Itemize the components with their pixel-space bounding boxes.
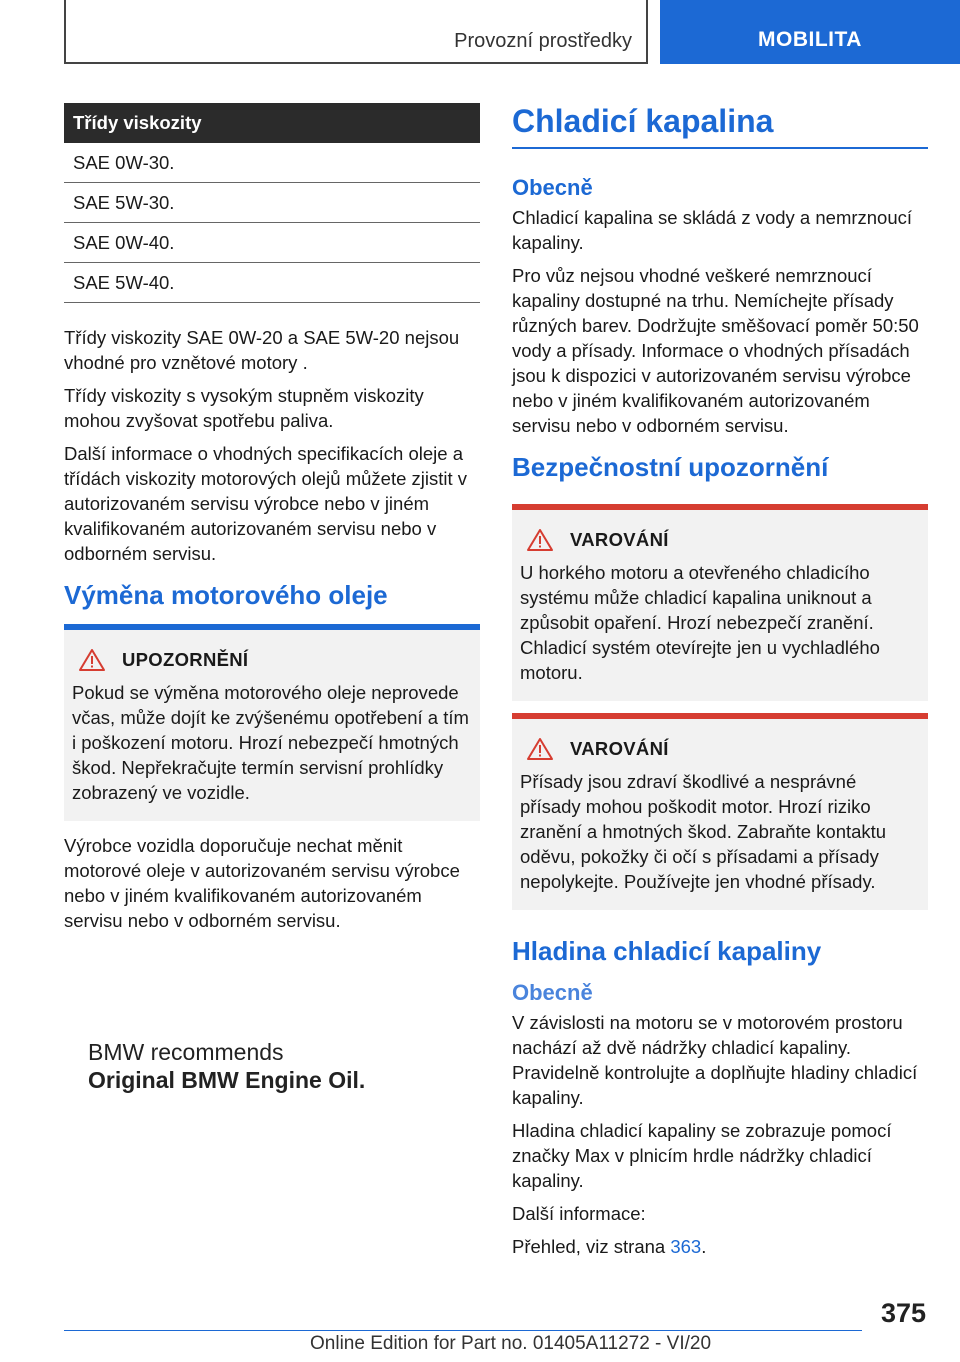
ad-line-1: BMW recommends xyxy=(88,1039,284,1065)
paragraph: Třídy viskozity SAE 0W-20 a SAE 5W-20 nejsou vhodné pro vznětové motory . xyxy=(64,327,460,373)
warning-triangle-icon xyxy=(526,528,554,552)
paragraph: Pro vůz nejsou vhodné veškeré nemrznoucí kapaliny dostupné na trhu. Nemíchejte přísady různých barev. Dodržujte směšovací poměr 50:50 vody a přísady. Informace o vhodných přísadách jsou k dispozici v autorizovaném servisu výrobce nebo v jiném kvalifikovaném autorizovaném servisu nebo v odborném servisu. xyxy=(512,265,919,436)
header-section-box xyxy=(64,0,648,64)
coolant-level-heading: Hladina chladicí kapaliny xyxy=(512,936,822,966)
header-chapter-label: MOBILITA xyxy=(758,28,862,51)
paragraph: Výrobce vozidla doporučuje nechat měnit motorové oleje v autorizovaném servisu výrobce nebo v jiném kvalifikovaném autorizovaném servisu nebo v odborném servisu. xyxy=(64,835,460,931)
page-reference-link[interactable]: 363 xyxy=(670,1236,702,1257)
paragraph: Další informace: xyxy=(512,1203,646,1224)
viscosity-table-header: Třídy viskozity xyxy=(64,103,480,143)
paragraph: Třídy viskozity s vysokým stupněm viskozity mohou zvyšovat spotřebu paliva. xyxy=(64,385,424,431)
warning-text: U horkého motoru a otevřeného chladicího systému může chladicí kapalina uniknout a způsobit opaření. Hrozí nebezpečí zranění. Chladicí systém otevírejte jen u vychladlého motoru. xyxy=(520,562,880,683)
paragraph: Hladina chladicí kapaliny se zobrazuje pomocí značky Max v plnicím hrdle nádržky chladicí kapaliny. xyxy=(512,1120,892,1191)
notice-text: Pokud se výměna motorového oleje neprovede včas, může dojít ke zvýšenému opotřebení a tím i poškození motoru. Hrozí nebezpečí hmotných škod. Nepřekračujte termín servisní prohlídky zobrazený ve vozidle. xyxy=(72,682,469,803)
footer-divider xyxy=(64,1330,862,1331)
warning-triangle-icon xyxy=(78,648,106,672)
bmw-oil-ad xyxy=(88,1038,388,1094)
paragraph: Chladicí kapalina se skládá z vody a nemrznoucí kapaliny. xyxy=(512,207,913,253)
general-heading: Obecně xyxy=(512,175,593,200)
viscosity-table xyxy=(64,103,480,303)
oil-change-heading: Výměna motorového oleje xyxy=(64,580,388,610)
left-column xyxy=(64,103,480,941)
warning-label: VAROVÁNÍ xyxy=(570,529,669,550)
warning-triangle-icon xyxy=(526,737,554,761)
ad-line-2: Original BMW Engine Oil. xyxy=(88,1067,366,1093)
footer-edition: Online Edition for Part no. 01405A11272 - VI/20 xyxy=(310,1333,712,1354)
page-title: Chladicí kapalina xyxy=(512,103,928,149)
notice-box xyxy=(64,624,480,821)
warning-box-1 xyxy=(512,504,928,701)
coolant-level-subheading: Obecně xyxy=(512,980,593,1005)
paragraph: Přehled, viz strana 363. xyxy=(512,1236,707,1257)
table-row: SAE 5W-40. xyxy=(64,263,480,303)
paragraph: Další informace o vhodných specifikacích oleje a třídách viskozity motorových olejů můžete zjistit v autorizovaném servisu výrobce nebo v jiném kvalifikovaném autorizovaném servisu nebo v odborném servisu. xyxy=(64,443,468,564)
paragraph: V závislosti na motoru se v motorovém prostoru nachází až dvě nádržky chladicí kapaliny. Pravidelně kontrolujte a doplňujte hladiny chladicí kapaliny. xyxy=(512,1012,918,1108)
page-number: 375 xyxy=(880,1298,926,1328)
table-row: SAE 5W-30. xyxy=(64,183,480,223)
header-chapter-tab[interactable] xyxy=(660,0,960,64)
header-section-title: Provozní prostředky xyxy=(454,30,632,52)
warning-box-2 xyxy=(512,713,928,910)
notice-label: UPOZORNĚNÍ xyxy=(122,649,249,670)
table-row: SAE 0W-30. xyxy=(64,143,480,183)
safety-heading: Bezpečnostní upozornění xyxy=(512,452,829,482)
warning-label: VAROVÁNÍ xyxy=(570,738,669,759)
table-row: SAE 0W-40. xyxy=(64,223,480,263)
warning-text: Přísady jsou zdraví škodlivé a nesprávné přísady mohou poškodit motor. Hrozí riziko zranění a hmotných škod. Zabraňte kontaktu oděvu, pokožky či očí s přísadami a přísady nepolykejte. Používejte jen vhodné přísady. xyxy=(520,771,887,892)
right-column xyxy=(512,103,928,1267)
